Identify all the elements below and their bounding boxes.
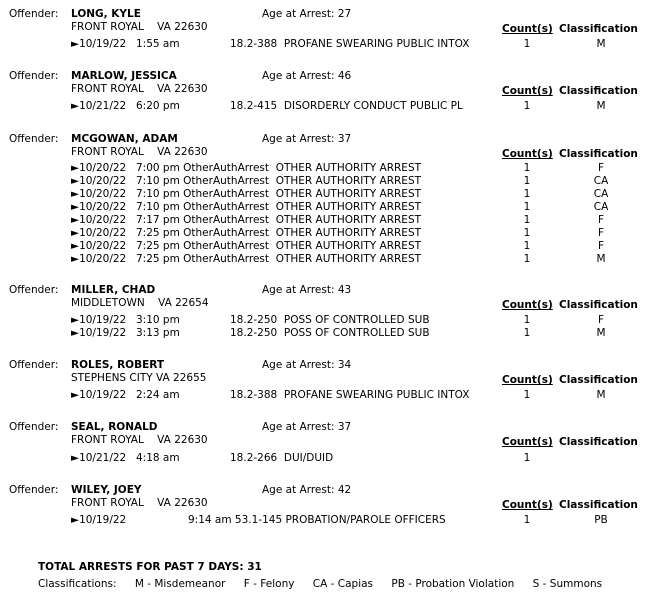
legend-item: CA - Capias — [312, 578, 374, 590]
charge-row — [0, 314, 654, 326]
offender-address: FRONT ROYAL VA 22630 — [71, 83, 208, 95]
charge-code: 18.2-266 DUI/DUID — [230, 452, 334, 464]
charge-date: ►10/20/22 — [71, 253, 127, 265]
charge-count: 1 — [523, 100, 531, 112]
offender-name: MARLOW, JESSICA — [71, 70, 177, 82]
charge-count: 1 — [523, 314, 531, 326]
charge-time: 7:25 pm OtherAuthArrest OTHER AUTHORITY ARREST — [136, 253, 422, 265]
classification-header: Classification — [559, 499, 638, 511]
offender-address: FRONT ROYAL VA 22630 — [71, 21, 208, 33]
legend-label: Classifications: — [38, 578, 117, 590]
charge-class: PB — [594, 514, 608, 526]
charge-count: 1 — [523, 175, 531, 187]
charge-code: 18.2-415 DISORDERLY CONDUCT PUBLIC PL — [230, 100, 463, 112]
charge-row — [0, 162, 654, 174]
offender-block — [0, 284, 654, 344]
charge-date: ►10/19/22 — [71, 327, 127, 339]
charge-class: M — [596, 100, 606, 112]
charge-class: F — [597, 314, 605, 326]
age-label: Age at Arrest: 37 — [262, 421, 352, 433]
charge-time: 7:10 pm OtherAuthArrest OTHER AUTHORITY ARREST — [136, 188, 422, 200]
classification-header: Classification — [559, 299, 638, 311]
charge-time: 1:55 am — [136, 38, 180, 50]
classification-header: Classification — [559, 23, 638, 35]
classification-header: Classification — [559, 374, 638, 386]
offender-label: Offender: — [9, 8, 59, 20]
age-value: 34 — [337, 359, 352, 371]
charge-count: 1 — [523, 227, 531, 239]
age-value: 43 — [337, 284, 352, 296]
charge-time: 7:17 pm OtherAuthArrest OTHER AUTHORITY ARREST — [136, 214, 422, 226]
count-header: Count(s) — [502, 23, 553, 35]
charge-class: M — [596, 253, 606, 265]
charge-count: 1 — [523, 452, 531, 464]
age-label: Age at Arrest: 43 — [262, 284, 352, 296]
charge-time: 7:25 pm OtherAuthArrest OTHER AUTHORITY ARREST — [136, 240, 422, 252]
charge-class: CA — [593, 175, 609, 187]
charge-row — [0, 389, 654, 401]
charge-row — [0, 253, 654, 265]
charge-class: M — [596, 389, 606, 401]
charge-time: 3:10 pm — [136, 314, 180, 326]
charge-date: ►10/20/22 — [71, 175, 127, 187]
offender-name: ROLES, ROBERT — [71, 359, 165, 371]
legend-item: F - Felony — [243, 578, 295, 590]
charge-row — [0, 214, 654, 226]
count-header: Count(s) — [502, 499, 553, 511]
charge-time: 4:18 am — [136, 452, 180, 464]
charge-date: ►10/21/22 — [71, 452, 127, 464]
age-value: 37 — [337, 133, 352, 145]
offender-block — [0, 133, 654, 268]
charge-row — [0, 175, 654, 187]
count-header: Count(s) — [502, 299, 553, 311]
count-header: Count(s) — [502, 85, 553, 97]
charge-date: ►10/21/22 — [71, 100, 127, 112]
charge-row — [0, 201, 654, 213]
charge-class: F — [597, 162, 605, 174]
offender-name: MILLER, CHAD — [71, 284, 156, 296]
charge-count: 1 — [523, 188, 531, 200]
charge-row — [0, 227, 654, 239]
charge-date: ►10/20/22 — [71, 227, 127, 239]
charge-row — [0, 188, 654, 200]
offender-label: Offender: — [9, 484, 59, 496]
charge-date: ►10/19/22 — [71, 314, 127, 326]
offender-block — [0, 70, 654, 120]
classification-header: Classification — [559, 85, 638, 97]
charge-row — [0, 452, 654, 464]
offender-label: Offender: — [9, 421, 59, 433]
charge-date: ►10/19/22 — [71, 389, 127, 401]
charge-time: 7:10 pm OtherAuthArrest OTHER AUTHORITY ARREST — [136, 175, 422, 187]
age-value: 37 — [337, 421, 352, 433]
offender-label: Offender: — [9, 70, 59, 82]
offender-name: WILEY, JOEY — [71, 484, 142, 496]
offender-address: FRONT ROYAL VA 22630 — [71, 497, 208, 509]
charge-time: 7:25 pm OtherAuthArrest OTHER AUTHORITY ARREST — [136, 227, 422, 239]
age-value: 42 — [337, 484, 352, 496]
charge-class: F — [597, 240, 605, 252]
charge-code: 18.2-388 PROFANE SWEARING PUBLIC INTOX — [230, 38, 470, 50]
charge-class: CA — [593, 201, 609, 213]
age-label: Age at Arrest: 46 — [262, 70, 352, 82]
charge-row — [0, 38, 654, 50]
charge-count: 1 — [523, 201, 531, 213]
charge-date: ►10/20/22 — [71, 188, 127, 200]
charge-code: 18.2-388 PROFANE SWEARING PUBLIC INTOX — [230, 389, 470, 401]
charge-time: 3:13 pm — [136, 327, 180, 339]
charge-count: 1 — [523, 214, 531, 226]
offender-address: FRONT ROYAL VA 22630 — [71, 434, 208, 446]
charge-row — [0, 514, 654, 526]
offender-label: Offender: — [9, 133, 59, 145]
age-value: 46 — [337, 70, 352, 82]
charge-class: M — [596, 38, 606, 50]
offender-name: LONG, KYLE — [71, 8, 141, 20]
charge-count: 1 — [523, 240, 531, 252]
charge-class: CA — [593, 188, 609, 200]
total-arrests: TOTAL ARRESTS FOR PAST 7 DAYS: 31 — [38, 561, 262, 573]
charge-date: ►10/20/22 — [71, 162, 127, 174]
charge-date: ►10/20/22 — [71, 214, 127, 226]
charge-row — [0, 100, 654, 112]
charge-code: 9:14 am 53.1-145 PROBATION/PAROLE OFFICERS — [188, 514, 446, 526]
charge-date: ►10/20/22 — [71, 201, 127, 213]
age-value: 27 — [337, 8, 352, 20]
legend-item: S - Summons — [532, 578, 603, 590]
legend-item: PB - Probation Violation — [391, 578, 515, 590]
offender-block — [0, 484, 654, 534]
charge-class: M — [596, 327, 606, 339]
age-label: Age at Arrest: 37 — [262, 133, 352, 145]
charge-date: ►10/19/22 — [71, 514, 127, 526]
charge-date: ►10/19/22 — [71, 38, 127, 50]
charge-class: F — [597, 214, 605, 226]
offender-address: MIDDLETOWN VA 22654 — [71, 297, 209, 309]
age-label: Age at Arrest: 27 — [262, 8, 352, 20]
classification-header: Classification — [559, 436, 638, 448]
count-header: Count(s) — [502, 374, 553, 386]
charge-time: 6:20 pm — [136, 100, 180, 112]
charge-count: 1 — [523, 389, 531, 401]
offender-block — [0, 359, 654, 409]
charge-count: 1 — [523, 38, 531, 50]
offender-address: FRONT ROYAL VA 22630 — [71, 146, 208, 158]
count-header: Count(s) — [502, 436, 553, 448]
charge-count: 1 — [523, 327, 531, 339]
charge-code: 18.2-250 POSS OF CONTROLLED SUB — [230, 314, 430, 326]
offender-label: Offender: — [9, 284, 59, 296]
charge-time: 7:00 pm OtherAuthArrest OTHER AUTHORITY ARREST — [136, 162, 422, 174]
charge-count: 1 — [523, 514, 531, 526]
classification-legend — [38, 578, 617, 590]
charge-count: 1 — [523, 162, 531, 174]
charge-date: ►10/20/22 — [71, 240, 127, 252]
legend-item: M - Misdemeanor — [134, 578, 226, 590]
charge-time: 2:24 am — [136, 389, 180, 401]
age-label: Age at Arrest: 42 — [262, 484, 352, 496]
offender-name: MCGOWAN, ADAM — [71, 133, 178, 145]
offender-block — [0, 421, 654, 471]
charge-row — [0, 240, 654, 252]
charge-time: 7:10 pm OtherAuthArrest OTHER AUTHORITY ARREST — [136, 201, 422, 213]
offender-address: STEPHENS CITY VA 22655 — [71, 372, 207, 384]
offender-block — [0, 8, 654, 58]
age-label: Age at Arrest: 34 — [262, 359, 352, 371]
count-header: Count(s) — [502, 148, 553, 160]
charge-count: 1 — [523, 253, 531, 265]
classification-header: Classification — [559, 148, 638, 160]
charge-row — [0, 327, 654, 339]
offender-label: Offender: — [9, 359, 59, 371]
charge-code: 18.2-250 POSS OF CONTROLLED SUB — [230, 327, 430, 339]
offender-name: SEAL, RONALD — [71, 421, 158, 433]
charge-class: F — [597, 227, 605, 239]
